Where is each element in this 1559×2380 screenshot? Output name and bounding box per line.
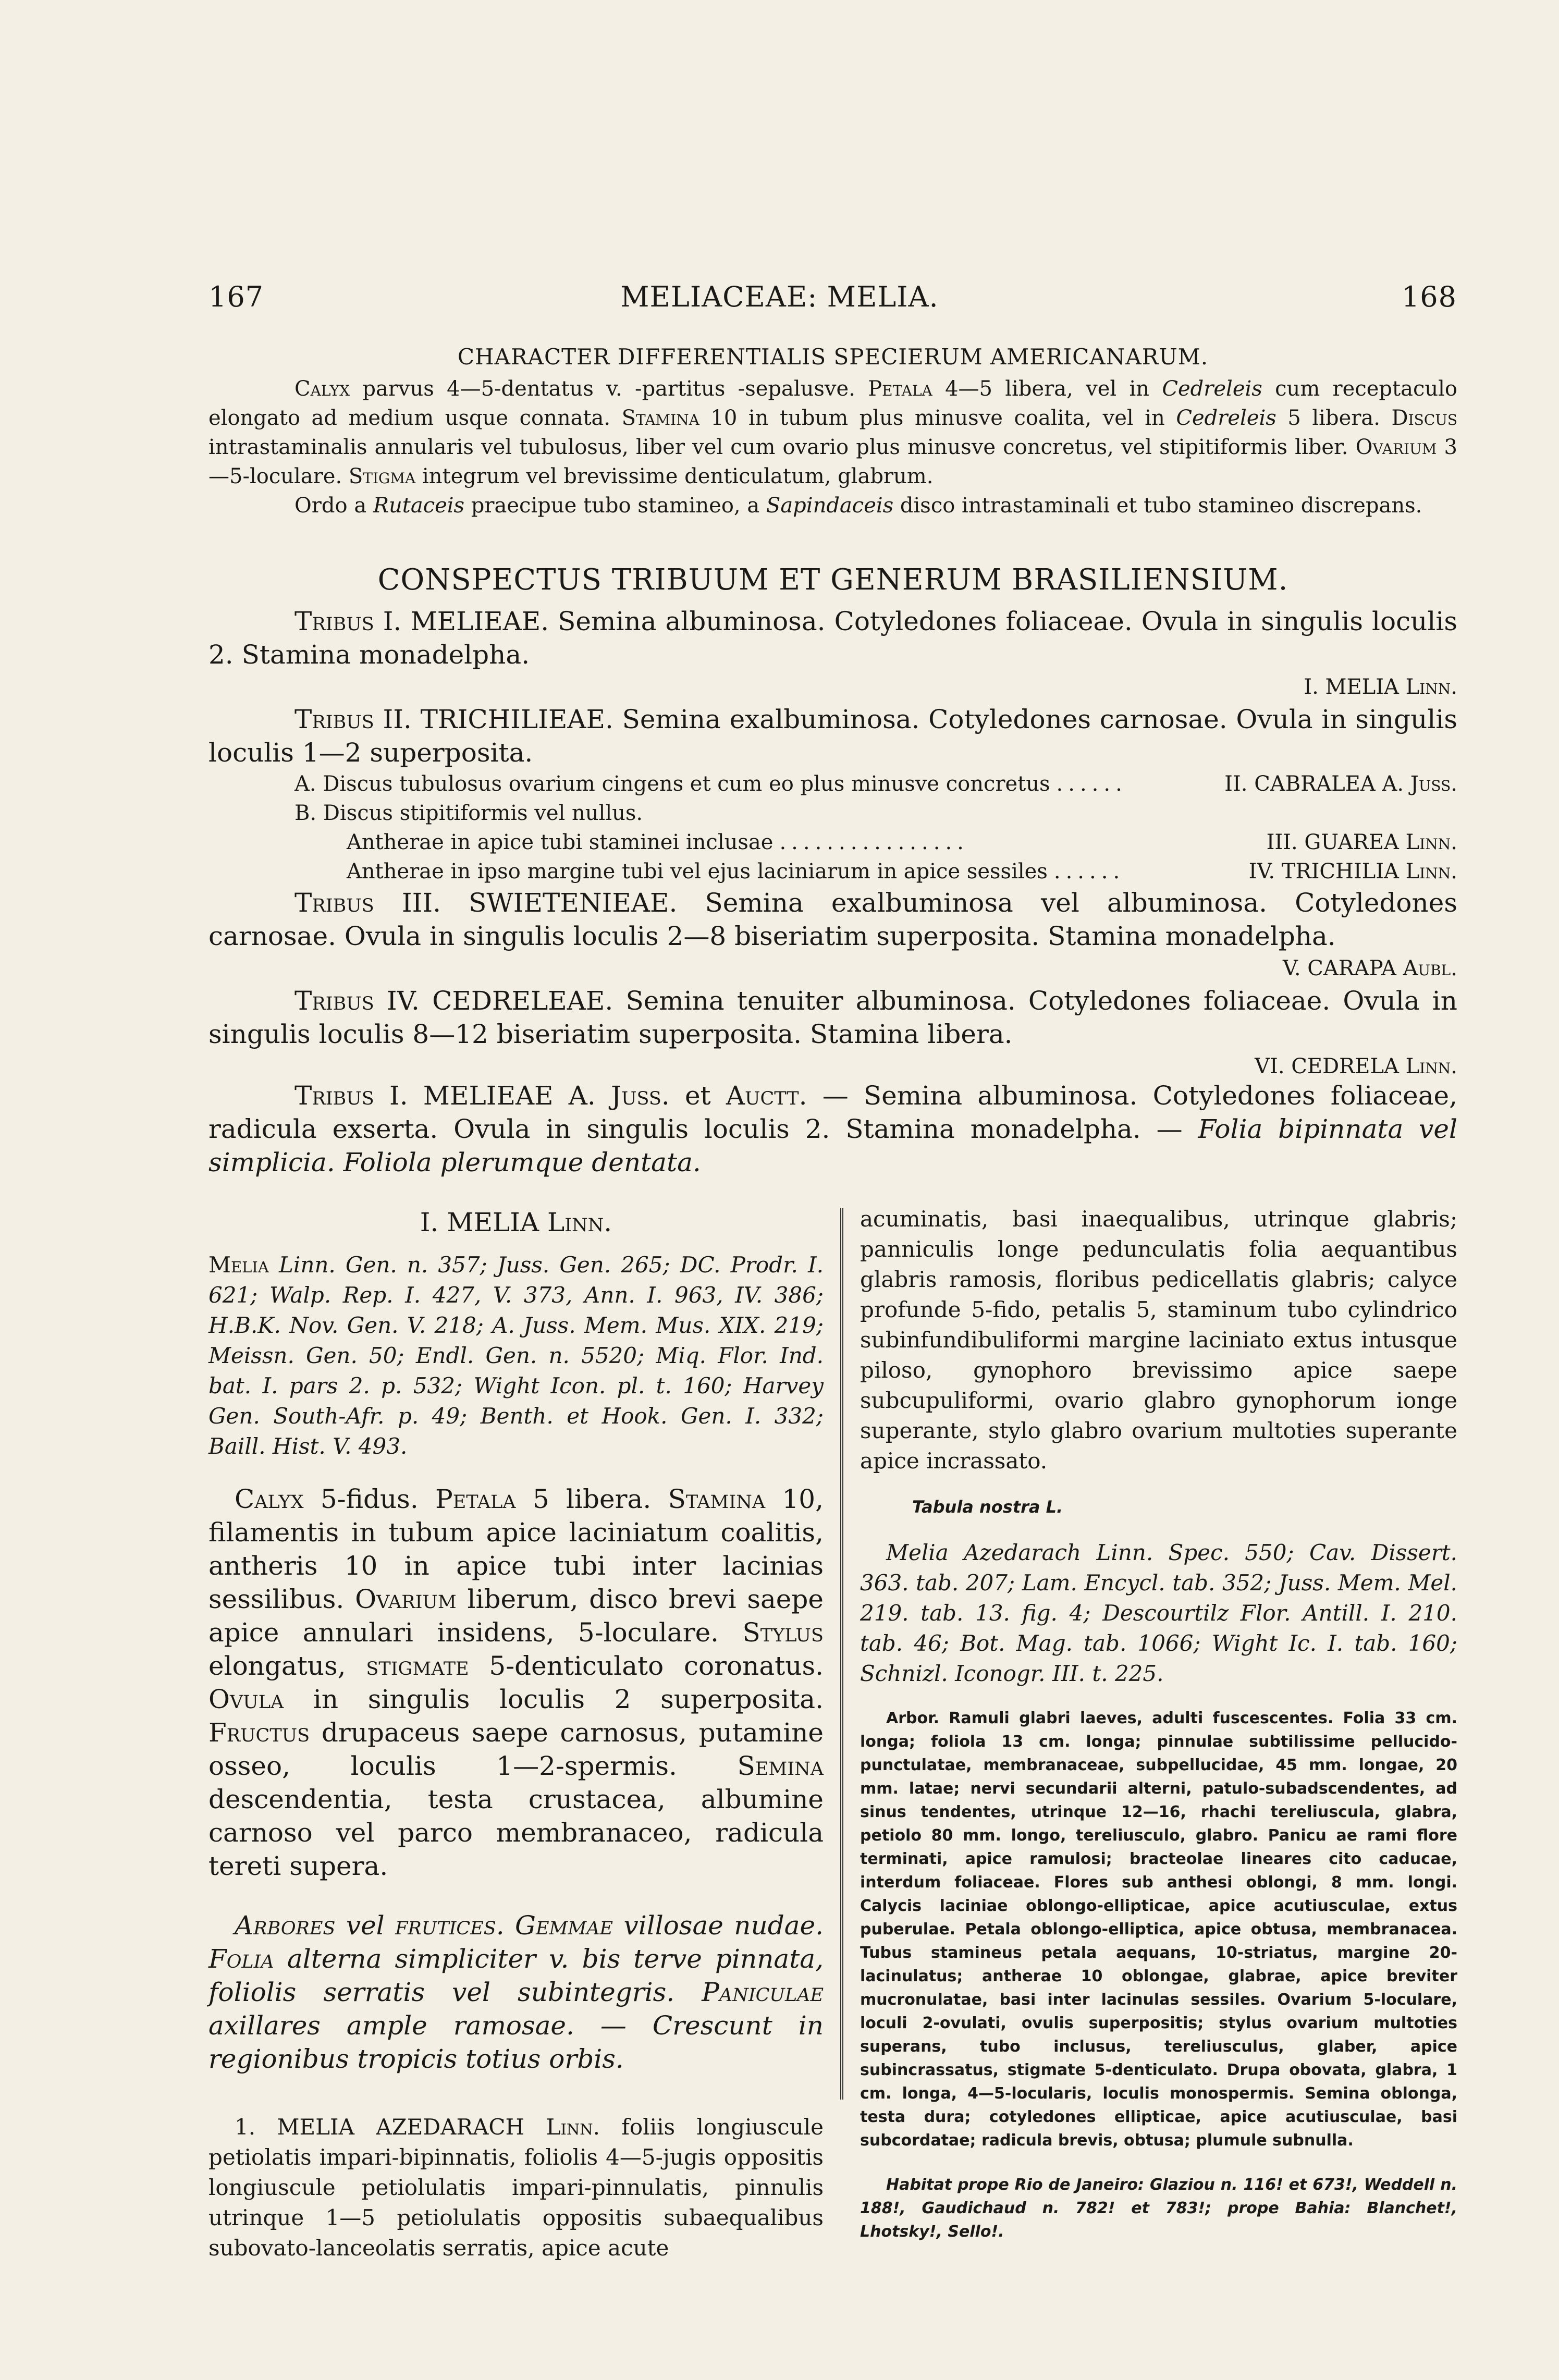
genus-carapa-ref: V. CARAPA Aubl. [1282, 956, 1457, 980]
genus-title: I. MELIA Linn. [420, 1207, 612, 1237]
conspectus-section [208, 605, 1457, 1082]
species-habitat: Habitat prope Rio de Janeiro: Glaziou n. 116! et 673!, Weddell n. 188!, Gaudichaud n. 782! et 783!; prope Bahia: Blanchet!, Lhotsky!, Sello!. [860, 2176, 1457, 2241]
genus-melia-ref: I. MELIA Linn. [1304, 675, 1457, 699]
tribus-4: Tribus IV. CEDRELEAE. Semina tenuiter albuminosa. Cotyledones foliaceae. Ovula in singulis loculis 8—12 biseriatim superposita. Stamina libera. [208, 986, 1457, 1049]
running-title: MELIACEAE: MELIA. [620, 280, 939, 313]
species-description: Arbor. Ramuli glabri laeves, adulti fuscescentes. Folia 33 cm. longa; foliola 13 cm. longa; pinnulae subtilissime pellucido-punctulatae, membranaceae, subpellucidae, 45 mm. longae, 20 mm. latae; nervi secundarii alterni, patulo-subadscendentes, ad sinus tendentes, utrinque 12—16, rhachi tereliuscula, glabra, petiolo 80 mm. longo, tereliusculo, glabro. Panicu ae rami flore terminati, apice ramulosi; bracteolae lineares cito caducae, interdum foliaceae. Flores sub anthesi oblongi, 8 mm. longi. Calycis laciniae oblongo-ellipticae, apice acutiusculae, extus puberulae. Petala oblongo-elliptica, apice obtusa, membranacea. Tubus stamineus petala aequans, 10-striatus, margine 20-lacinulatus; antherae 10 oblongae, glabrae, apice breviter mucronulatae, basi inter lacinulas sessiles. Ovarium 5-loculare, loculi 2-ovulati, ovulis superpositis; stylus ovarium multoties superans, tubo inclusus, tereliusculus, glaber, apice subincrassatus, stigmate 5-denticulato. Drupa obovata, glabra, 1 cm. longa, 4—5-locularis, loculis monospermis. Semina oblonga, testa dura; cotyledones ellipticae, apice acutiusculae, basi subcordatae; radicula brevis, obtusa; plumule subnulla. [860, 1709, 1457, 2150]
ordo-paragraph: Ordo a Rutaceis praecipue tubo stamineo, a Sapindaceis disco intrastaminali et tubo stamineo discrepans. [294, 494, 1422, 518]
conspectus-title: CONSPECTUS TRIBUUM ET GENERUM BRASILIENSIUM. [377, 563, 1288, 597]
species-references: Melia Azedarach Linn. Spec. 550; Cav. Dissert. 363. tab. 207; Lam. Encycl. tab. 352; Juss. Mem. Mel. 219. tab. 13. fig. 4; Descourtilz Flor. Antill. I. 210. tab. 46; Bot. Mag. tab. 1066; Wight Ic. I. tab. 160; Schnizl. Iconogr. III. t. 225. [860, 1540, 1457, 1686]
key-a: A. Discus tubulosus ovarium cingens et cum eo plus minusve concretus ...... II. CABRALEA A. Juss. [294, 772, 1457, 796]
tribus-1: Tribus I. MELIEAE. Semina albuminosa. Cotyledones foliaceae. Ovula in singulis loculis 2. Stamina monadelpha. [208, 606, 1457, 670]
genus-synonymy: Melia Linn. Gen. n. 357; Juss. Gen. 265; DC. Prodr. I. 621; Walp. Rep. I. 427, V. 373, Ann. I. 963, IV. 386; H.B.K. Nov. Gen. V. 218; A. Juss. Mem. Mus. XIX. 219; Meissn. Gen. 50; Endl. Gen. n. 5520; Miq. Flor. Ind. bat. I. pars 2. p. 532; Wight Icon. pl. t. 160; Harvey Gen. South-Afr. p. 49; Benth. et Hook. Gen. I. 332; Baill. Hist. V. 493. [208, 1252, 824, 1459]
tribus-2: Tribus II. TRICHILIEAE. Semina exalbuminosa. Cotyledones carnosae. Ovula in singulis loculis 1—2 superposita. [208, 704, 1457, 768]
character-title: CHARACTER DIFFERENTIALIS SPECIERUM AMERICANARUM. [457, 344, 1209, 370]
species-diagnosis: 1. MELIA AZEDARACH Linn. foliis longiuscule petiolatis impari-bipinnatis, foliolis 4—5-jugis oppositis longiuscule petiolulatis impari-pinnulatis, pinnulis utrinque 1—5 petiolulatis oppositis subaequalibus subovato-lanceolatis serratis, apice acute [208, 2114, 824, 2261]
tribus-meliae-paragraph: Tribus I. MELIEAE A. Juss. et Auctt. — Semina albuminosa. Cotyledones foliaceae, radicula exserta. Ovula in singulis loculis 2. Stamina monadelpha. — Folia bipinnata vel simplicia. Foliola plerumque dentata. [208, 1081, 1457, 1177]
species-diagnosis-continued: acuminatis, basi inaequalibus, utrinque glabris; panniculis longe pedunculatis folia aequantibus glabris ramosis, floribus pedicellatis glabris; calyce profunde 5-fido, petalis 5, staminum tubo cylindrico subinfundibuliformi margine laciniato extus intusque piloso, gynophoro brevissimo apice saepe subcupuliformi, ovario glabro gynophorum ionge superante, stylo glabro ovarium multoties superante apice incrassato. [860, 1206, 1457, 1474]
genus-description: Calyx 5-fidus. Petala 5 libera. Stamina 10, filamentis in tubum apice laciniatum coalitis, antheris 10 in apice tubi inter lacinias sessilibus. Ovarium liberum, disco brevi saepe apice annulari insidens, 5-loculare. Stylus elongatus, stigmate 5-denticulato coronatus. Ovula in singulis loculis 2 superposita. Fructus drupaceus saepe carnosus, putamine osseo, loculis 1—2-spermis. Semina descendentia, testa crustacea, albumine carnoso vel parco membranaceo, radicula tereti supera. [208, 1484, 824, 1881]
left-column [208, 1204, 824, 2263]
key-b2: Antherae in ipso margine tubi vel ejus laciniarum in apice sessiles ...... IV. TRICHILIA Linn. [347, 860, 1457, 884]
genus-cedrela-ref: VI. CEDRELA Linn. [1255, 1054, 1457, 1078]
page-number-left: 167 [208, 280, 264, 313]
genus-habit: Arbores vel frutices. Gemmae villosae nudae. Folia alterna simpliciter v. bis terve pinnata, foliolis serratis vel subintegris. Paniculae axillares ample ramosae. — Crescunt in regionibus tropicis totius orbis. [208, 1910, 824, 2074]
character-section [208, 374, 1457, 520]
column-divider [840, 1208, 843, 2100]
key-b: B. Discus stipitiformis vel nullus. [294, 801, 643, 825]
tribus-meliae-section [208, 1079, 1457, 1179]
character-paragraph: Calyx parvus 4—5-dentatus v. -partitus -sepalusve. Petala 4—5 libera, vel in Cedreleis cum receptaculo elongato ad medium usque connata. Stamina 10 in tubum plus minusve coalita, vel in Cedreleis 5 libera. Discus intrastaminalis annularis vel tubulosus, liber vel cum ovario plus minusve concretus, vel stipitiformis liber. Ovarium 3—5-loculare. Stigma integrum vel brevissime denticulatum, glabrum. [208, 377, 1458, 488]
tribus-3: Tribus III. SWIETENIEAE. Semina exalbuminosa vel albuminosa. Cotyledones carnosae. Ovula in singulis loculis 2—8 biseriatim superposita. Stamina monadelpha. [208, 888, 1457, 951]
key-b1: Antherae in apice tubi staminei inclusae ................ III. GUAREA Linn. [347, 830, 1457, 854]
page-number-right: 168 [1401, 280, 1457, 313]
tabula-reference: Tabula nostra L. [912, 1497, 1063, 1517]
right-column [860, 1204, 1457, 2243]
